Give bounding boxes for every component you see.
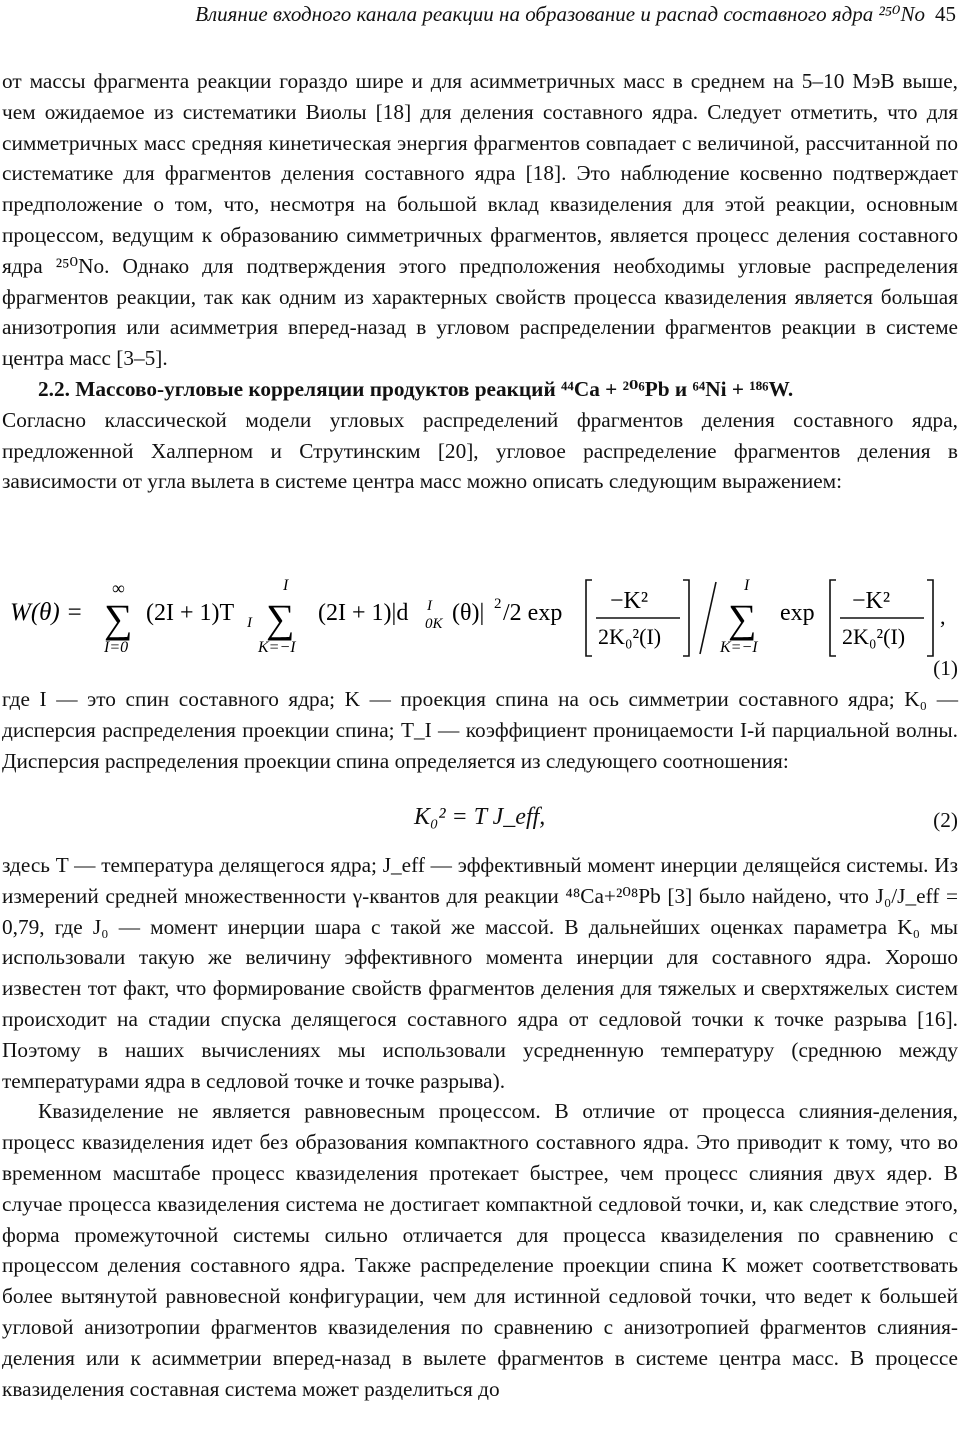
paragraph-5: Квазиделение не является равновесным процессом. В отличие от процесса слияния-деления, процесс квазиделения идет без образования компактного составного ядра. Это приводит к тому, что во временном масштабе процесс квазиделения протекает быстрее, чем процесс слияния двух ядер. В случае процесса квазиделения система не достигает компактной седловой точки, и, как следствие этого, форма промежуточной системы сильно отличается для процесса квазиделения по сравнению с процессом деления составного ядра. Также распределение проекции спина K может соответствовать более вытянутой равновесной конфигурации, чем для истинной седловой точки, что ведет к большей угловой анизотропии фрагментов квазиделения по сравнению с анизотропией фрагментов слияния-деления или к асимметрии вперед-назад в вылете фрагментов в системе центра масс. В процессе квазиделения составная система может разделиться до: [2, 1099, 958, 1401]
eq1-left-bracket-2: [830, 580, 836, 656]
eq1-term2-sub: 0K: [425, 616, 443, 632]
eq1-frac1-num: −K²: [610, 588, 649, 614]
eq1-division-slash: [700, 582, 716, 654]
eq1-sum3-bottom: K=−I: [720, 639, 758, 656]
eq1-frac1-den: 2K₀²(I): [598, 624, 662, 649]
eq1-left-bracket-1: [586, 580, 592, 656]
paragraph-2: Согласно классической модели угловых распределений фрагментов деления составного ядра, предложенной Халперном и Струтинским [20], угловое распределение фрагментов деления в зависимости от угла вылета в системе центра масс можно описать следующим выражением:: [2, 407, 958, 494]
eq1-trailing-comma: ,: [940, 604, 946, 629]
eq1-exp-label: exp: [780, 600, 815, 626]
equation-1-number: (1): [933, 656, 958, 680]
eq1-lhs: W(θ) =: [10, 599, 83, 626]
eq1-sum1-top: ∞: [112, 578, 125, 598]
eq1-sum2-top: I: [283, 577, 289, 594]
eq1-term2-tail: /2 exp: [503, 600, 563, 626]
text-block-middle: [2, 684, 958, 776]
running-title: Влияние входного канала реакции на образование и распад составного ядра ²⁵⁰No: [195, 2, 925, 26]
eq1-sum2-sigma: ∑: [266, 596, 295, 641]
equation-2: [0, 800, 960, 840]
paragraph-3: где I — это спин составного ядра; K — проекция спина на ось симметрии составного ядра; K₀ — дисперсия распределения проекции спина; T_I — коэффициент проницаемости I-й парциальной волны. Дисперсия распределения проекции спина определяется из следующего соотношения:: [2, 687, 958, 773]
equation-1-graphic: [0, 568, 960, 688]
eq1-frac2-den: 2K₀²(I): [842, 624, 906, 649]
eq1-right-bracket-1: [683, 580, 689, 656]
paragraph-4: здесь T — температура делящегося ядра; J_eff — эффективный момент инерции делящейся системы. Из измерений средней множественности γ-квантов для реакции ⁴⁸Ca+²⁰⁸Pb [3] было найдено, что J₀/J_eff = 0,79, где J₀ — момент инерции шара с такой же массой. В дальнейших оценках параметра K₀ мы использовали такую же величину эффективного момента инерции для составного ядра. Хорошо известен тот факт, что формирование свойств фрагментов деления для тяжелых и сверхтяжелых систем происходит на стадии спуска делящегося составного ядра от седловой точки к точке разрыва [16]. Поэтому в наших вычислениях мы использовали усредненную температуру (среднюю между температурами ядра в седловой точке и точке разрыва).: [2, 853, 958, 1093]
running-header: [118, 2, 956, 32]
text-block-bottom: [2, 850, 958, 1404]
equation-2-number: (2): [933, 808, 958, 832]
eq1-sum2-bottom: K=−I: [258, 639, 296, 656]
eq1-frac2-num: −K²: [852, 588, 891, 614]
eq1-sum1-sigma: ∑: [104, 596, 133, 641]
equation-1: [0, 568, 960, 688]
eq1-sum1-bottom: I=0: [104, 639, 129, 656]
section-heading: 2.2. Массово-угловые корреляции продуктов реакций ⁴⁴Ca + ²⁰⁶Pb и ⁶⁴Ni + ¹⁸⁶W.: [38, 376, 794, 401]
eq1-term2: (2I + 1)|d: [318, 600, 409, 626]
eq1-term2-pow: 2: [494, 596, 502, 612]
eq1-sum3-top: I: [744, 577, 750, 594]
eq1-term1-sub: I: [247, 615, 252, 631]
equation-2-expr: K₀² = T J_eff,: [414, 804, 546, 830]
eq1-right-bracket-2: [927, 580, 933, 656]
eq1-sum3-sigma: ∑: [728, 596, 757, 641]
eq1-term2-rest: (θ)|: [452, 600, 485, 626]
eq1-term2-sup: I: [427, 598, 432, 614]
page-number: 45: [935, 2, 956, 26]
text-block-top: [2, 66, 958, 497]
eq1-term1: (2I + 1)T: [146, 600, 235, 626]
paragraph-1: от массы фрагмента реакции гораздо шире и для асимметричных масс в среднем на 5–10 МэВ выше, чем ожидаемое из систематики Виолы [18] для деления составного ядра. Следует отметить, что для симметричных масс средняя кинетическая энергия фрагментов совпадает с величиной, рассчитанной по систематике для фрагментов деления составного ядра [18]. Это наблюдение косвенно подтверждает предположение о том, что, несмотря на большой вклад квазиделения для этой реакции, основным процессом, ведущим к образованию симметричных фрагментов, является процесс деления составного ядра ²⁵⁰No. Однако для подтверждения этого предположения необходимы угловые распределения фрагментов реакции, так как одним из характерных свойств процесса квазиделения является большая анизотропия или асимметрия вперед-назад в угловом распределении фрагментов реакции в системе центра масс [3–5].: [2, 69, 958, 371]
